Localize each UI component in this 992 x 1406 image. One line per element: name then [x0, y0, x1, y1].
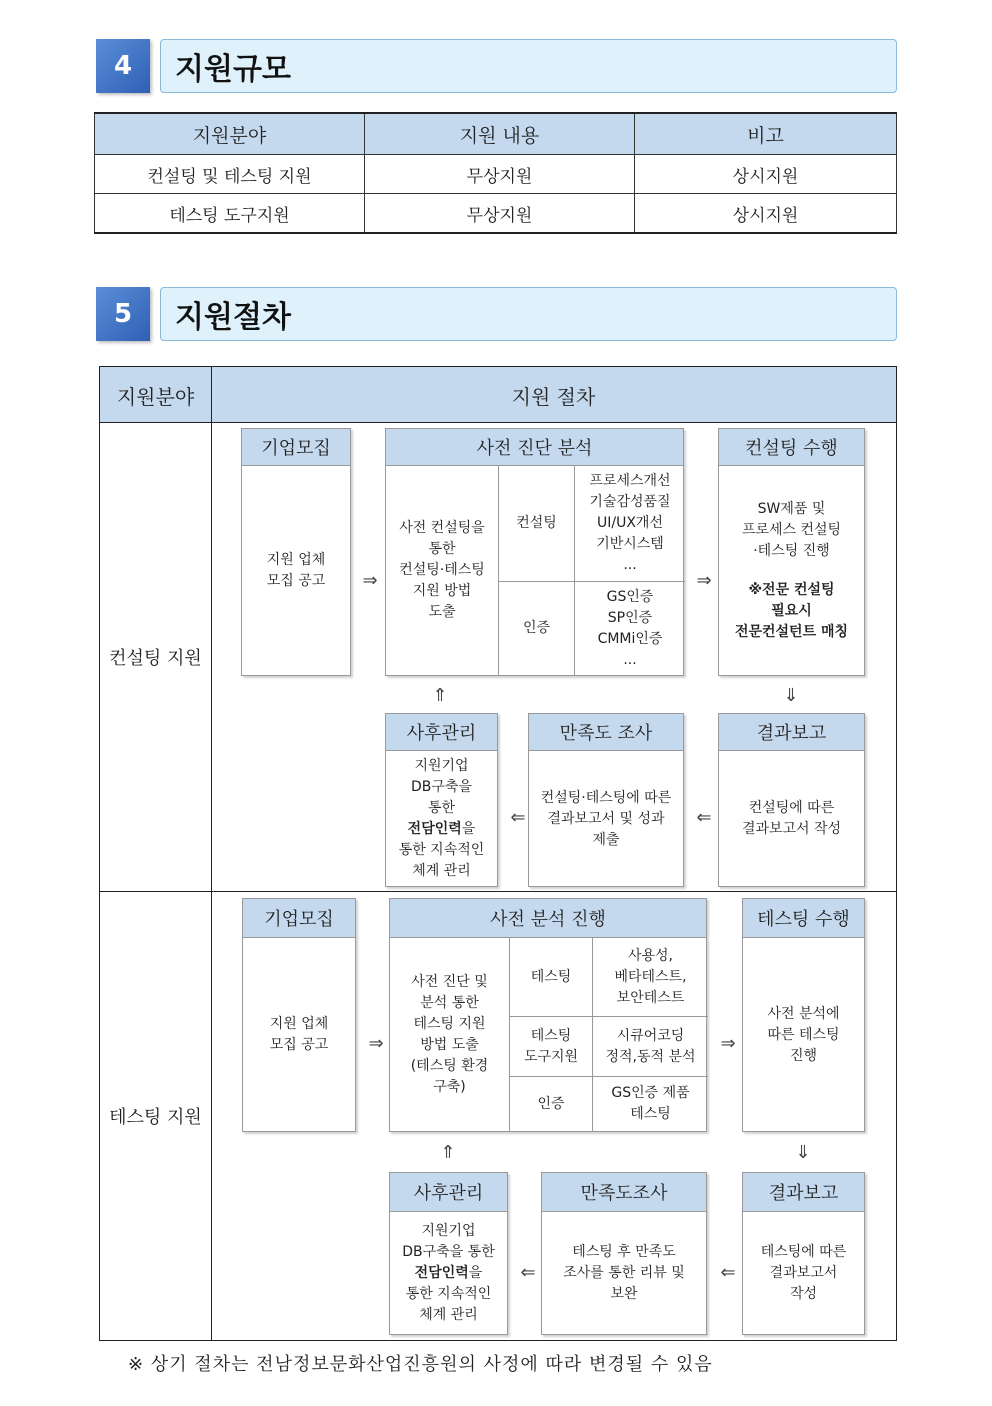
box-text-bold: 전담인력: [414, 1265, 469, 1281]
box-title: 테스팅 수행: [743, 899, 864, 938]
arrow-right-icon: ⇒: [368, 1032, 384, 1054]
arrow-up-icon: ⇑: [432, 684, 448, 706]
arrow-up-icon: ⇑: [440, 1141, 456, 1163]
box-satisfaction-survey: [528, 713, 684, 887]
arrow-right-icon: ⇒: [720, 1032, 736, 1054]
box-title: 기업모집: [243, 899, 355, 938]
box-recruit: [241, 428, 351, 676]
box-title: 사후관리: [390, 1173, 507, 1212]
section-title-procedure: 지원절차: [160, 287, 897, 341]
arrow-down-icon: ⇓: [783, 684, 799, 706]
box-aftercare: [389, 1172, 508, 1335]
box-title: 결과보고: [719, 714, 864, 751]
box-recruit: [242, 898, 356, 1132]
arrow-right-icon: ⇒: [362, 569, 378, 591]
category-items: 시큐어코딩 정적,동적 분석: [605, 1027, 696, 1065]
box-testing-perform: [742, 898, 865, 1132]
box-text: 을 통한 지속적인 체계 관리: [405, 1265, 492, 1323]
header-steps: 지원 절차: [511, 384, 596, 409]
box-title: 기업모집: [242, 429, 350, 466]
box-title: 사전 진단 분석: [386, 429, 683, 466]
category-label: 테스팅 도구지원: [523, 1027, 579, 1065]
table-cell: 컨설팅 및 테스팅 지원: [95, 155, 365, 194]
arrow-right-icon: ⇒: [696, 569, 712, 591]
table-cell: 상시지원: [635, 194, 897, 234]
arrow-down-icon: ⇓: [795, 1141, 811, 1163]
table-row: [95, 194, 897, 234]
category-items: GS인증 제품 테스팅: [611, 1085, 690, 1122]
arrow-left-icon: ⇐: [510, 806, 526, 828]
box-title: 결과보고: [743, 1173, 864, 1212]
box-text: 지원기업 DB구축을 통한: [402, 1223, 495, 1260]
header-field: 지원분야: [116, 384, 195, 409]
table-header: 지원분야: [95, 113, 365, 155]
box-text: 테스팅에 따른 결과보고서 작성: [760, 1244, 847, 1302]
category-label: 인증: [537, 1095, 565, 1112]
box-text: 지원 업체 모집 공고: [266, 552, 326, 589]
arrow-left-icon: ⇐: [520, 1261, 536, 1283]
category-items: GS인증 SP인증 CMMi인증 ...: [597, 588, 663, 668]
box-text: 컨설팅에 따른 결과보고서 작성: [741, 800, 842, 837]
category-items: 사용성, 베타테스트, 보안테스트: [614, 947, 687, 1006]
row-divider: [100, 891, 896, 892]
arrow-left-icon: ⇐: [696, 806, 712, 828]
box-result-report: [742, 1172, 865, 1335]
category-label: 컨설팅: [516, 515, 557, 531]
box-title: 사후관리: [386, 714, 497, 751]
table-cell: 상시지원: [635, 155, 897, 194]
section-number-4: 4: [96, 39, 150, 93]
box-preanalysis: [389, 898, 707, 1132]
box-text: 사전 컨설팅을 통한 컨설팅·테스팅 지원 방법 도출: [399, 520, 485, 620]
box-text: 사전 분석에 따른 테스팅 진행: [767, 1005, 840, 1064]
section-number-5: 5: [96, 287, 150, 341]
box-text-bold: 전담인력: [407, 821, 462, 837]
box-text: SW제품 및 프로세스 컨설팅 ·테스팅 진행: [741, 501, 842, 559]
box-text: 지원기업 DB구축을 통한: [411, 758, 472, 816]
box-text: 사전 진단 및 분석 통한 테스팅 지원 방법 도출 (테스팅 환경 구축): [410, 973, 489, 1095]
row-label-consulting: 컨설팅 지원: [109, 648, 202, 669]
table-cell: 테스팅 도구지원: [95, 194, 365, 234]
section-title-support-scale: 지원규모: [160, 39, 897, 93]
box-text: 지원 업체 모집 공고: [269, 1016, 329, 1053]
category-items: 프로세스개선 기술감성품질 UI/UX개선 기반시스템 ...: [589, 473, 671, 573]
table-header: 지원 내용: [365, 113, 635, 155]
row-label-testing: 테스팅 지원: [109, 1107, 202, 1128]
category-label: 인증: [522, 620, 551, 636]
box-title: 만족도 조사: [529, 714, 683, 751]
arrow-left-icon: ⇐: [720, 1261, 736, 1283]
support-scale-table: [94, 112, 897, 234]
column-divider: [211, 367, 212, 1340]
footnote: ※ 상기 절차는 전남정보문화산업진흥원의 사정에 따라 변경될 수 있음: [128, 1354, 713, 1375]
box-prediagnosis: [385, 428, 684, 676]
table-cell: 무상지원: [365, 155, 635, 194]
table-cell: 무상지원: [365, 194, 635, 234]
category-label: 테스팅: [530, 968, 572, 985]
box-title: 사전 분석 진행: [390, 899, 706, 938]
box-result-report: [718, 713, 865, 887]
box-text: 컨설팅·테스팅에 따른 결과보고서 및 성과 제출: [540, 789, 672, 848]
box-satisfaction-survey: [541, 1172, 707, 1335]
box-title: 만족도조사: [542, 1173, 706, 1212]
box-text-bold: ※전문 컨설팅 필요시 전문컨설턴트 매칭: [734, 582, 849, 640]
table-header: 비고: [635, 113, 897, 155]
table-row: [95, 155, 897, 194]
box-aftercare: [385, 713, 498, 887]
box-title: 컨설팅 수행: [719, 429, 864, 466]
box-text: 을 통한 지속적인 체계 관리: [398, 821, 485, 879]
box-consulting-perform: [718, 428, 865, 676]
box-text: 테스팅 후 만족도 조사를 통한 리뷰 및 보완: [563, 1244, 685, 1302]
